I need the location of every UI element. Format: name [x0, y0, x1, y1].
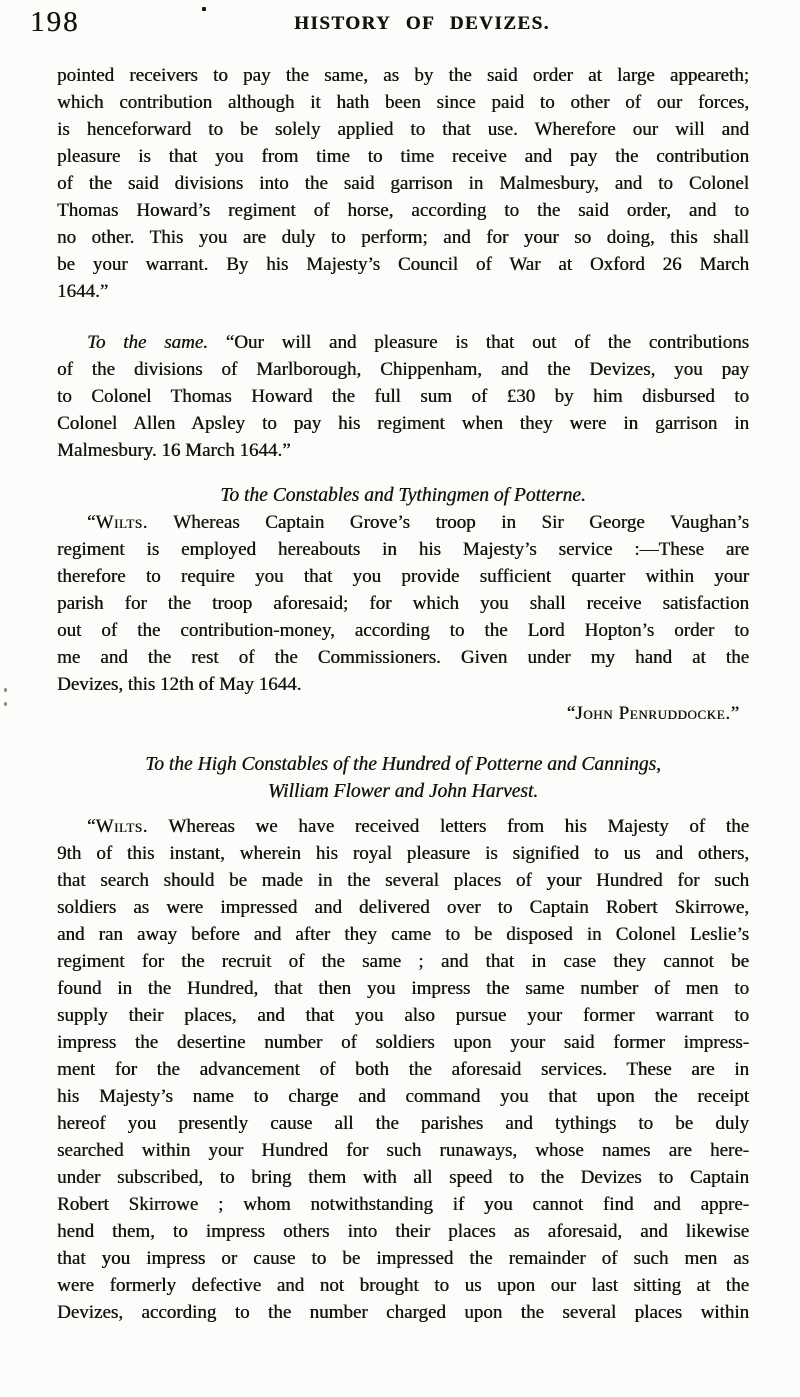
text-line — [57, 644, 749, 671]
text-line — [57, 1164, 749, 1191]
text-line — [57, 197, 749, 224]
text-segment: to Colonel Thomas Howard the full sum of £30 by him disbursed to — [57, 386, 749, 407]
paragraph — [57, 62, 749, 305]
section-heading — [57, 482, 749, 509]
signature-line — [57, 700, 749, 727]
text-segment: “Our will and pleasure is that out of the contributions — [207, 332, 749, 353]
text-segment: impress the desertine number of soldiers upon your said former impress- — [57, 1032, 749, 1053]
text-segment: pleasure is that you from time to time receive and pay the contribution — [57, 146, 749, 167]
text-segment: hend them, to impress others into their places as aforesaid, and likewise — [57, 1221, 749, 1242]
text-segment: Devizes, according to the number charged upon the several places within — [57, 1302, 749, 1323]
text-line — [57, 329, 749, 356]
text-line — [57, 1137, 749, 1164]
text-line — [57, 224, 749, 251]
text-segment: which contribution although it hath been since paid to other of our forces, — [57, 92, 749, 113]
smallcaps-text: Wilts. — [95, 512, 148, 533]
text-line — [57, 89, 749, 116]
text-segment: ment for the advancement of both the aforesaid services. These are in — [57, 1059, 749, 1080]
text-line — [57, 813, 749, 840]
text-line — [57, 143, 749, 170]
text-segment: Malmesbury. 16 March 1644.” — [57, 440, 291, 461]
smallcaps-text: Wilts. — [95, 816, 148, 837]
text-line — [57, 482, 749, 509]
text-segment: “ — [566, 703, 576, 724]
text-segment: “ — [87, 816, 96, 837]
text-segment: hereof you presently cause all the parishes and tythings to be duly — [57, 1113, 749, 1134]
text-line — [57, 116, 749, 143]
text-segment: Devizes, this 12th of May 1644. — [57, 674, 302, 695]
text-segment: ” — [730, 703, 739, 724]
text-line — [57, 410, 749, 437]
text-line — [57, 617, 749, 644]
text-line — [57, 251, 749, 278]
text-line — [57, 536, 749, 563]
italic-text: To the same. — [87, 332, 208, 353]
text-segment: is henceforward to be solely applied to that use. Wherefore our will and — [57, 119, 749, 140]
text-segment: supply their places, and that you also pursue your former warrant to — [57, 1005, 749, 1026]
text-line — [57, 867, 749, 894]
ink-speck-artifact — [4, 702, 7, 706]
text-line — [57, 62, 749, 89]
text-line — [57, 1218, 749, 1245]
text-line — [57, 840, 749, 867]
text-segment: under subscribed, to bring them with all speed to the Devizes to Captain — [57, 1167, 749, 1188]
text-line — [57, 894, 749, 921]
text-segment: his Majesty’s name to charge and command you that upon the receipt — [57, 1086, 749, 1107]
text-segment: To the Constables and Tythingmen of Potterne. — [220, 485, 586, 506]
ink-dot-artifact — [202, 7, 206, 11]
section-heading — [57, 751, 749, 805]
text-line — [57, 751, 749, 778]
text-segment: out of the contribution-money, according to the Lord Hopton’s order to — [57, 620, 749, 641]
text-segment: be your warrant. By his Majesty’s Council of War at Oxford 26 March — [57, 254, 749, 275]
text-segment: and ran away before and after they came to be disposed in Colonel Leslie’s — [57, 924, 749, 945]
text-line — [57, 778, 749, 805]
smallcaps-text: John Penruddocke. — [575, 703, 731, 724]
text-segment: of the said divisions into the said garrison in Malmesbury, and to Colonel — [57, 173, 749, 194]
text-segment: Whereas we have received letters from his Majesty of the — [147, 816, 749, 837]
text-segment: no other. This you are duly to perform; and for your so doing, this shall — [57, 227, 749, 248]
text-line — [57, 1299, 749, 1326]
text-segment: Thomas Howard’s regiment of horse, according to the said order, and to — [57, 200, 749, 221]
paragraph — [57, 509, 749, 698]
text-segment: that search should be made in the several places of your Hundred for such — [57, 870, 749, 891]
page-number: 198 — [30, 6, 80, 38]
text-segment: found in the Hundred, that then you impress the same number of men to — [57, 978, 749, 999]
running-title: HISTORY OF DEVIZES. — [294, 13, 550, 34]
text-segment: me and the rest of the Commissioners. Given under my hand at the — [57, 647, 749, 668]
text-segment: Robert Skirrowe ; whom notwithstanding if you cannot find and appre- — [57, 1194, 749, 1215]
text-segment: To the High Constables of the Hundred of Potterne and Cannings, — [145, 754, 661, 775]
text-line — [57, 170, 749, 197]
text-line — [57, 590, 749, 617]
text-line — [57, 437, 749, 464]
text-line — [57, 975, 749, 1002]
text-segment: regiment is employed hereabouts in his Majesty’s service :—These are — [57, 539, 749, 560]
text-segment: searched within your Hundred for such runaways, whose names are here- — [57, 1140, 749, 1161]
text-segment: of the divisions of Marlborough, Chippenham, and the Devizes, you pay — [57, 359, 749, 380]
text-line — [57, 700, 749, 727]
text-line — [57, 1191, 749, 1218]
text-segment: were formerly defective and not brought to us upon our last sitting at the — [57, 1275, 749, 1296]
text-segment: “ — [87, 512, 96, 533]
text-segment: soldiers as were impressed and delivered over to Captain Robert Skirrowe, — [57, 897, 749, 918]
page-body — [57, 62, 749, 1326]
text-line — [57, 1029, 749, 1056]
text-segment: that you impress or cause to be impressed the remainder of such men as — [57, 1248, 749, 1269]
text-line — [57, 948, 749, 975]
text-segment: parish for the troop aforesaid; for which you shall receive satisfaction — [57, 593, 749, 614]
text-line — [57, 1272, 749, 1299]
text-segment: regiment for the recruit of the same ; and that in case they cannot be — [57, 951, 749, 972]
ink-speck-artifact — [4, 688, 7, 692]
text-segment: Colonel Allen Apsley to pay his regiment when they were in garrison in — [57, 413, 749, 434]
text-segment: pointed receivers to pay the same, as by the said order at large appeareth; — [57, 65, 749, 86]
text-segment: William Flower and John Harvest. — [267, 781, 539, 802]
text-segment: therefore to require you that you provide sufficient quarter within your — [57, 566, 749, 587]
text-line — [57, 671, 749, 698]
text-line — [57, 509, 749, 536]
text-segment: Whereas Captain Grove’s troop in Sir George Vaughan’s — [147, 512, 749, 533]
text-line — [57, 1110, 749, 1137]
paragraph — [57, 813, 749, 1326]
text-line — [57, 356, 749, 383]
text-segment: 1644.” — [57, 281, 109, 302]
text-line — [57, 1002, 749, 1029]
text-line — [57, 1083, 749, 1110]
paragraph — [57, 329, 749, 464]
text-line — [57, 278, 749, 305]
text-line — [57, 921, 749, 948]
text-segment: 9th of this instant, wherein his royal pleasure is signified to us and others, — [57, 843, 749, 864]
text-line — [57, 383, 749, 410]
text-line — [57, 1245, 749, 1272]
text-line — [57, 563, 749, 590]
text-line — [57, 1056, 749, 1083]
